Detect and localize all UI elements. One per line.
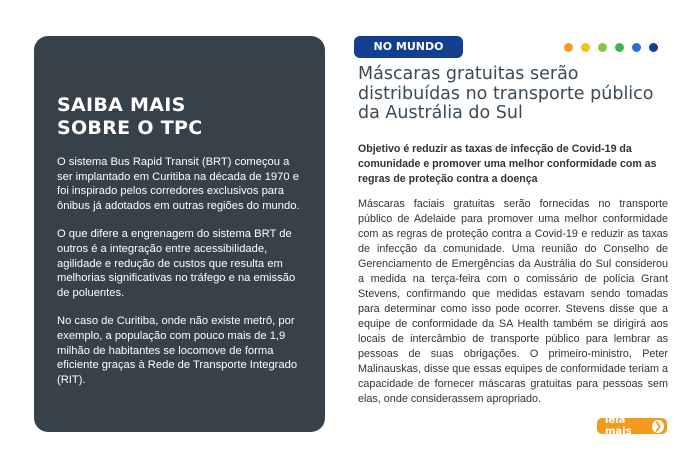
dot-navy [649, 43, 658, 52]
sidebar-paragraph: O sistema Bus Rapid Transit (BRT) começou a ser implantado em Curitiba na década de 1970 e foi inspirado pelos corredores exclusivos para ônibus já adotados em outras regiões do mundo. [57, 156, 300, 212]
chevron-right-icon: ❯ [653, 420, 663, 432]
sidebar-title [57, 94, 303, 140]
dot-yellow [581, 43, 590, 52]
sidebar-title-line2: SOBRE O TPC [57, 117, 203, 139]
dot-orange [564, 43, 573, 52]
info-sidebar [34, 36, 325, 432]
sidebar-title-line1: SAIBA MAIS [57, 94, 186, 116]
dot-light-green [598, 43, 607, 52]
read-more-label: leia mais [605, 415, 632, 437]
article-body: Máscaras faciais gratuitas serão fornecidas no transporte público de Adelaide para promover uma melhor conformidade com as regras de proteção contra a Covid-19 e reduzir as taxas de infecção da comunidade. Uma reunião do Conselho de Gerenciamento de Emergências da Austrália do Sul considerou a medida na terça-feira com o comissário de polícia Grant Stevens, confirmando que medidas estavam sendo tomadas para determinar como isso pode ocorrer. Stevens disse que a equipe de conformidade da SA Health também se dirigirá aos locais de intercâmbio de transporte público para lembrar as pessoas de suas obrigações. O primeiro-ministro, Peter Malinauskas, disse que essas equipes de conformidade teriam a capacidade de fornecer máscaras gratuitas para pessoas sem elas, onde considerassem apropriado. [358, 198, 668, 405]
dot-green [615, 43, 624, 52]
article-headline: Máscaras gratuitas serão distribuídas no transporte público da Austrália do Sul [358, 64, 654, 123]
sidebar-paragraph: O que difere a engrenagem do sistema BRT de outros é a integração entre acessibilidade, agilidade e redução de custos que resulta em melhorias significativas no tráfego e na emissão de poluentes. [57, 228, 296, 299]
sidebar-paragraph: No caso de Curitiba, onde não existe metrô, por exemplo, a população com pouco mais de 1,9 milhão de habitantes se locomove de forma eficiente graças à Rede de Transporte Integrado (RIT). [57, 315, 298, 386]
decorative-dots [564, 43, 658, 52]
article-lead: Objetivo é reduzir as taxas de infecção de Covid-19 da comunidade e promover uma melhor conformidade com as regras de proteção contra a doença [358, 143, 657, 185]
dot-blue [632, 43, 641, 52]
read-more-button[interactable] [597, 415, 667, 437]
section-badge: NO MUNDO [354, 36, 463, 58]
